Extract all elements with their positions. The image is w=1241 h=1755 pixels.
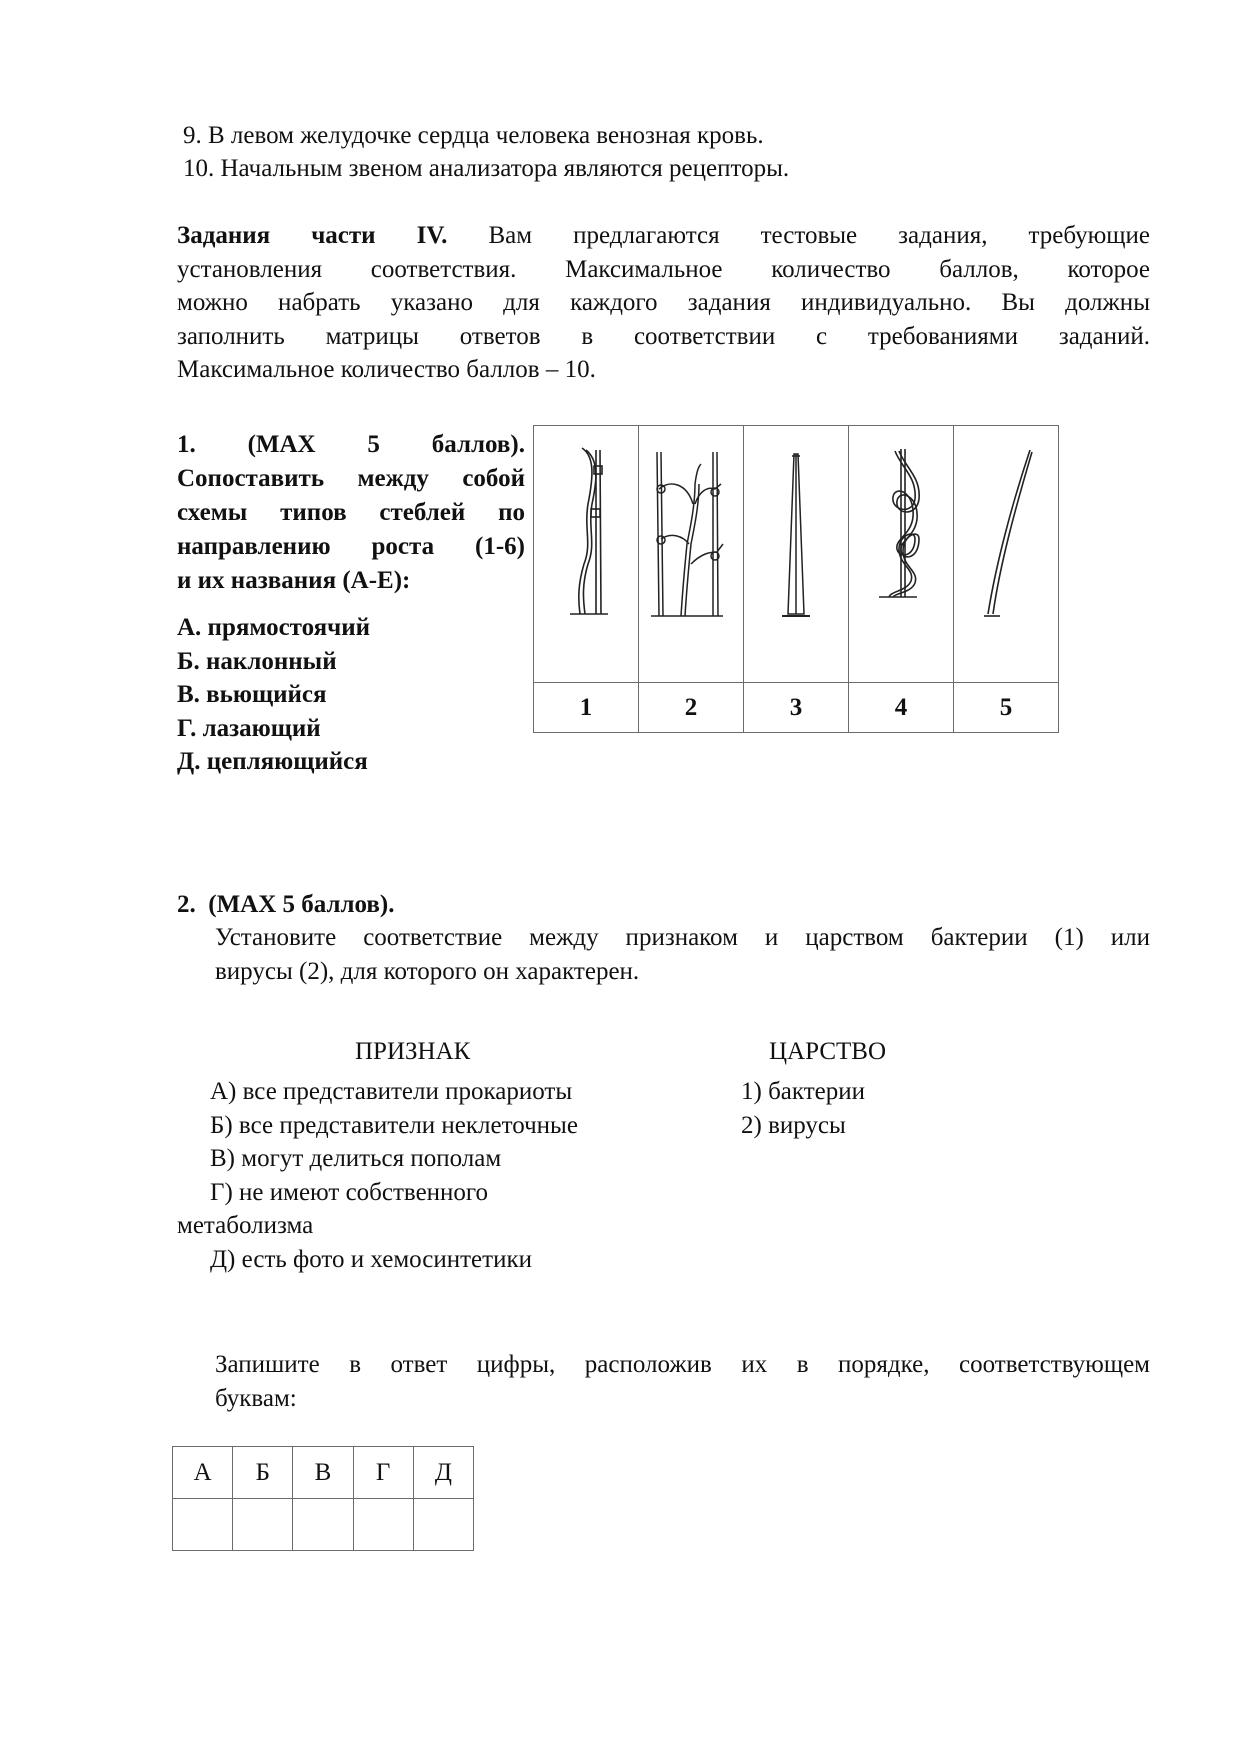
stem-number-2: 2	[639, 683, 744, 733]
task1-prompt	[177, 428, 525, 598]
task1-option-a: А. прямостоячий	[177, 614, 371, 641]
stem-number-3: 3	[744, 683, 849, 733]
clinging-stem-icon	[651, 444, 731, 624]
answer-cell-v[interactable]	[293, 1499, 353, 1551]
task2-number: 2.	[177, 891, 196, 918]
twining-stem-icon	[871, 439, 931, 619]
answer-prompt-line: Запишите в ответ цифры, расположив их в порядке, соответствующем	[215, 1351, 1150, 1378]
stem-types-table	[533, 425, 1059, 733]
stem-number-5: 5	[954, 683, 1059, 733]
stem-number-1: 1	[534, 683, 639, 733]
stem-number-4: 4	[849, 683, 954, 733]
kingdom-column-header: ЦАРСТВО	[769, 1038, 886, 1065]
erect-stem-icon	[776, 444, 816, 624]
answer-header-a: А	[173, 1447, 233, 1499]
stem-figure-cell-5	[954, 426, 1059, 683]
stem-figure-cell-1	[534, 426, 639, 683]
feature-item-g: Г) не имеют собственного	[210, 1178, 489, 1206]
task2-heading	[177, 888, 395, 921]
kingdom-list	[741, 1075, 865, 1142]
feature-column-header: ПРИЗНАК	[355, 1038, 471, 1065]
answer-cell-g[interactable]	[353, 1499, 413, 1551]
inclined-stem-icon	[976, 444, 1036, 624]
task1-option-g: Г. лазающий	[177, 714, 321, 742]
task1-option-b: Б. наклонный	[177, 647, 337, 675]
part4-intro-line: можно набрать указано для каждого задания индивидуально. Вы должны	[177, 289, 1150, 316]
feature-item-b: Б) все представители неклеточные	[210, 1111, 578, 1139]
part4-intro-line: заполнить матрицы ответов в соответствии с требованиями заданий.	[177, 322, 1150, 350]
task2-instruction-line: Установите соответствие между признаком и царством бактерии (1) или	[215, 924, 1150, 951]
feature-item-d: Д) есть фото и хемосинтетики	[210, 1245, 532, 1273]
statement-number: 10.	[183, 155, 215, 182]
task2-instruction-line: вирусы (2), для которого он характерен.	[215, 958, 640, 985]
task2-instruction	[215, 921, 1150, 989]
task2-title: (MAX 5 баллов).	[208, 891, 395, 918]
statement-text: Начальным звеном анализатора являются рецепторы.	[220, 155, 790, 182]
part4-intro-line: установления соответствия. Максимальное количество баллов, которое	[177, 255, 1150, 283]
task1-prompt-line: схемы типов стеблей по	[177, 499, 525, 526]
statement-text: В левом желудочке сердца человека венозная кровь.	[208, 122, 764, 149]
stem-figure-cell-3	[744, 426, 849, 683]
kingdom-item-2: 2) вирусы	[741, 1111, 846, 1139]
answer-prompt	[215, 1348, 1150, 1416]
feature-item-a: А) все представители прокариоты	[210, 1078, 573, 1105]
task1-prompt-line: и их названия (А-Е):	[177, 567, 411, 594]
stem-figure-cell-2	[639, 426, 744, 683]
answer-header-v: В	[293, 1447, 353, 1499]
part4-intro	[177, 219, 1150, 387]
answer-cell-a[interactable]	[173, 1499, 233, 1551]
statement-number: 9.	[183, 122, 202, 149]
task1-title: 1. (MAX 5 баллов).	[177, 431, 525, 458]
answer-matrix	[172, 1446, 474, 1551]
part4-heading: Задания части IV.	[177, 222, 448, 249]
task1-prompt-line: направлению роста (1-6)	[177, 533, 525, 560]
answer-header-g: Г	[353, 1447, 413, 1499]
task1-option-d: Д. цепляющийся	[177, 748, 368, 775]
task1-prompt-line: Сопоставить между собой	[177, 465, 525, 492]
answer-header-d: Д	[413, 1447, 473, 1499]
answer-cell-b[interactable]	[233, 1499, 293, 1551]
part4-intro-line: Задания части IV. Вам предлагаются тестовые задания, требующие	[177, 222, 1150, 249]
stem-figure-cell-4	[849, 426, 954, 683]
task1-option-v: В. вьющийся	[177, 681, 327, 708]
statement-9	[183, 119, 764, 152]
feature-list	[177, 1075, 578, 1276]
climbing-stem-icon	[556, 444, 616, 624]
task1-options	[177, 611, 370, 779]
statement-10	[183, 152, 789, 185]
kingdom-item-1: 1) бактерии	[741, 1078, 865, 1105]
part4-intro-line: Максимальное количество баллов – 10.	[177, 356, 596, 383]
answer-cell-d[interactable]	[413, 1499, 473, 1551]
answer-prompt-line: буквам:	[215, 1385, 297, 1412]
answer-header-b: Б	[233, 1447, 293, 1499]
feature-item-v: В) могут делиться пополам	[210, 1145, 502, 1172]
feature-item-g-wrap: метаболизма	[177, 1212, 314, 1239]
